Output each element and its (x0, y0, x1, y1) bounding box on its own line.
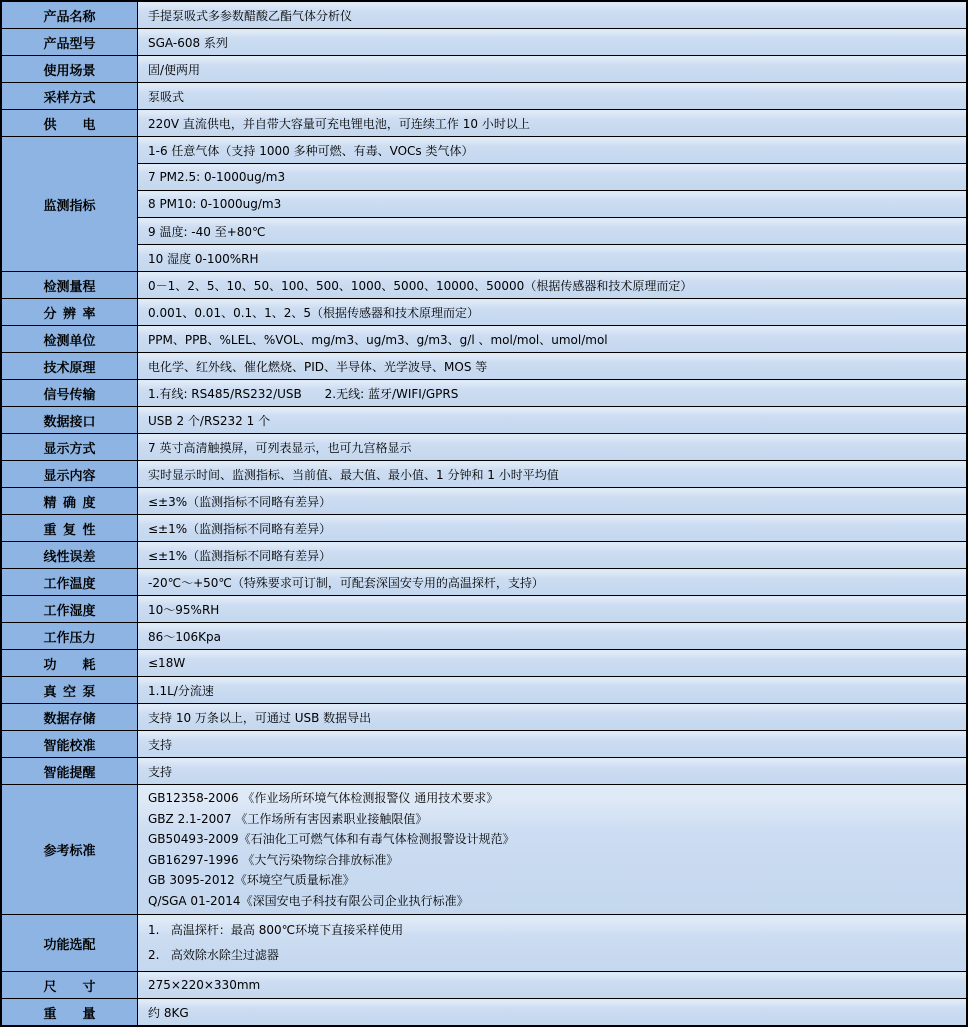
spec-label-text: 智能校准 (43, 738, 96, 754)
spec-value (138, 515, 966, 541)
table-row (2, 136, 966, 271)
spec-value (138, 972, 966, 998)
spec-label (2, 83, 138, 109)
spec-value (138, 29, 966, 55)
spec-value (138, 299, 966, 325)
spec-value-line: Q/SGA 01-2014《深国安电子科技有限公司企业执行标准》 (148, 893, 469, 908)
spec-label (2, 731, 138, 757)
spec-label-text: 采样方式 (43, 90, 96, 106)
table-row (2, 2, 966, 28)
spec-value (138, 380, 966, 406)
table-row (2, 109, 966, 136)
spec-value (138, 163, 966, 190)
table-row (2, 55, 966, 82)
spec-label (2, 596, 138, 622)
spec-value-group (138, 353, 966, 379)
spec-value-group (138, 596, 966, 622)
spec-label-text: 线性误差 (43, 549, 96, 565)
spec-value-line: 2. 高效除水除尘过滤器 (148, 948, 279, 962)
spec-value-group (138, 407, 966, 433)
spec-value-text: 支持 (148, 737, 173, 752)
table-row (2, 998, 966, 1025)
spec-value-group (138, 56, 966, 82)
spec-value-group (138, 731, 966, 757)
spec-label-text: 数据接口 (43, 414, 96, 430)
spec-value (138, 596, 966, 622)
spec-label-text: 精确度 (43, 495, 96, 511)
table-row (2, 649, 966, 676)
spec-value-group (138, 999, 966, 1025)
spec-label-text: 检测量程 (43, 279, 96, 295)
spec-label (2, 999, 138, 1025)
table-row (2, 784, 966, 914)
spec-value-line: GB50493-2009《石油化工可燃气体和有毒气体检测报警设计规范》 (148, 832, 515, 846)
spec-label (2, 272, 138, 298)
spec-label-text: 数据存储 (43, 711, 96, 727)
spec-value-group (138, 758, 966, 784)
table-row (2, 82, 966, 109)
table-row (2, 914, 966, 971)
spec-label-text: 工作温度 (43, 576, 96, 592)
spec-label (2, 299, 138, 325)
spec-label-text: 功能选配 (43, 937, 96, 953)
table-row (2, 460, 966, 487)
spec-label (2, 650, 138, 676)
table-row (2, 757, 966, 784)
spec-value (138, 650, 966, 676)
spec-value-group (138, 623, 966, 649)
spec-value-group (138, 137, 966, 271)
spec-value-text: 支持 (148, 764, 173, 779)
spec-value-group (138, 677, 966, 703)
spec-label (2, 623, 138, 649)
spec-value-group (138, 569, 966, 595)
spec-label (2, 972, 138, 998)
spec-value (138, 272, 966, 298)
spec-value-group (138, 515, 966, 541)
spec-value-group (138, 83, 966, 109)
spec-value-line: 1. 高温探杆：最高 800℃环境下直接采样使用 (148, 923, 404, 937)
spec-label (2, 704, 138, 730)
spec-value-text: ≤±3%（监测指标不同略有差异） (148, 494, 332, 509)
spec-value-line: GB 3095-2012《环境空气质量标准》 (148, 873, 355, 887)
spec-label-text: 使用场景 (43, 63, 96, 79)
table-row (2, 433, 966, 460)
spec-value (138, 785, 966, 914)
spec-value-text: 10 湿度 0-100%RH (148, 251, 259, 266)
table-row (2, 568, 966, 595)
spec-value-text: SGA-608 系列 (148, 35, 228, 50)
spec-label-text: 技术原理 (43, 360, 96, 376)
spec-value-text: ≤±1%（监测指标不同略有差异） (148, 548, 332, 563)
spec-value (138, 217, 966, 244)
spec-value-group (138, 29, 966, 55)
spec-value-group (138, 434, 966, 460)
spec-value-group (138, 915, 966, 971)
spec-label (2, 569, 138, 595)
spec-value-group (138, 650, 966, 676)
spec-value-text: 1-6 任意气体（支持 1000 多种可燃、有毒、VOCs 类气体） (148, 143, 474, 158)
spec-label (2, 353, 138, 379)
spec-value (138, 704, 966, 730)
spec-label-text: 显示方式 (43, 441, 96, 457)
spec-label (2, 758, 138, 784)
spec-label (2, 461, 138, 487)
table-row (2, 325, 966, 352)
spec-label (2, 407, 138, 433)
spec-label-text: 重量 (43, 1006, 96, 1022)
spec-value-text: 86～106Kpa (148, 629, 222, 644)
spec-value-text: 0.001、0.01、0.1、1、2、5（根据传感器和技术原理而定） (148, 305, 480, 320)
spec-label (2, 326, 138, 352)
spec-value (138, 461, 966, 487)
table-row (2, 541, 966, 568)
table-row (2, 703, 966, 730)
spec-value (138, 677, 966, 703)
spec-label (2, 380, 138, 406)
spec-label (2, 2, 138, 28)
spec-label-text: 分辨率 (43, 306, 96, 322)
spec-value-text: 约 8KG (148, 1005, 189, 1020)
spec-value-group (138, 380, 966, 406)
spec-value (138, 542, 966, 568)
spec-value-text: 手提泵吸式多参数醋酸乙酯气体分析仪 (148, 8, 353, 23)
spec-label (2, 542, 138, 568)
spec-value-group (138, 704, 966, 730)
spec-value (138, 758, 966, 784)
table-row (2, 622, 966, 649)
spec-value-group (138, 326, 966, 352)
spec-value-text: 0－1、2、5、10、50、100、500、1000、5000、10000、50000（根据传感器和技术原理而定） (148, 278, 693, 293)
spec-label-text: 工作压力 (43, 630, 96, 646)
spec-value-text: 1.有线: RS485/RS232/USB 2.无线: 蓝牙/WIFI/GPRS (148, 386, 459, 401)
spec-value-text: PPM、PPB、%LEL、%VOL、mg/m3、ug/m3、g/m3、g/l 、mol/mol、umol/mol (148, 332, 608, 347)
spec-value-group (138, 2, 966, 28)
table-row (2, 406, 966, 433)
table-row (2, 676, 966, 703)
spec-value-group (138, 110, 966, 136)
spec-label-text: 产品名称 (43, 9, 96, 25)
spec-value-text: ≤18W (148, 656, 186, 670)
spec-label (2, 677, 138, 703)
table-row (2, 595, 966, 622)
spec-value-line: GB16297-1996 《大气污染物综合排放标准》 (148, 852, 399, 867)
spec-value (138, 434, 966, 460)
table-row (2, 379, 966, 406)
table-row (2, 487, 966, 514)
spec-value (138, 56, 966, 82)
spec-label-text: 监测指标 (43, 198, 96, 214)
spec-value-text: -20℃～+50℃（特殊要求可订制，可配套深国安专用的高温探杆，支持） (148, 575, 544, 590)
spec-label-text: 智能提醒 (43, 765, 96, 781)
spec-value (138, 488, 966, 514)
spec-value-text: 7 PM2.5: 0-1000ug/m3 (148, 170, 286, 184)
spec-value (138, 999, 966, 1025)
spec-label (2, 29, 138, 55)
spec-value-line: GB12358-2006 《作业场所环境气体检测报警仪 通用技术要求》 (148, 791, 499, 805)
spec-value-text: 实时显示时间、监测指标、当前值、最大值、最小值、1 分钟和 1 小时平均值 (148, 467, 559, 482)
spec-label (2, 434, 138, 460)
spec-label-text: 产品型号 (43, 36, 96, 52)
spec-value (138, 569, 966, 595)
spec-value-text: 10～95%RH (148, 602, 220, 617)
spec-value (138, 190, 966, 217)
spec-value-text: 电化学、红外线、催化燃烧、PID、半导体、光学波导、MOS 等 (148, 359, 488, 374)
table-row (2, 271, 966, 298)
spec-value-text: 275×220×330mm (148, 978, 261, 992)
spec-label-text: 显示内容 (43, 468, 96, 484)
spec-value-group (138, 461, 966, 487)
spec-value (138, 731, 966, 757)
spec-value (138, 83, 966, 109)
spec-label-text: 检测单位 (43, 333, 96, 349)
spec-value-text: ≤±1%（监测指标不同略有差异） (148, 521, 332, 536)
spec-value-text: 泵吸式 (148, 89, 185, 104)
spec-value (138, 2, 966, 28)
table-row (2, 352, 966, 379)
spec-value-text: 1.1L/分流速 (148, 683, 214, 698)
spec-value (138, 915, 966, 971)
spec-value-group (138, 272, 966, 298)
spec-label-text: 信号传输 (43, 387, 96, 403)
spec-label (2, 110, 138, 136)
table-row (2, 298, 966, 325)
table-row (2, 28, 966, 55)
spec-value-group (138, 488, 966, 514)
spec-value-group (138, 972, 966, 998)
table-row (2, 514, 966, 541)
spec-label (2, 56, 138, 82)
spec-value (138, 137, 966, 163)
spec-value-text: 9 温度: -40 至+80℃ (148, 224, 266, 239)
spec-value-text: 支持 10 万条以上，可通过 USB 数据导出 (148, 710, 372, 725)
spec-value-text: 8 PM10: 0-1000ug/m3 (148, 197, 282, 211)
spec-value-group (138, 785, 966, 914)
spec-label-text: 供电 (43, 117, 96, 133)
spec-label-text: 重复性 (43, 522, 96, 538)
spec-value-line: GBZ 2.1-2007 《工作场所有害因素职业接触限值》 (148, 811, 428, 826)
spec-label (2, 515, 138, 541)
spec-value-text: 固/便两用 (148, 62, 201, 77)
spec-value (138, 407, 966, 433)
spec-label-text: 功耗 (43, 657, 96, 673)
spec-value (138, 623, 966, 649)
spec-label (2, 785, 138, 914)
spec-value-group (138, 542, 966, 568)
spec-label-text: 参考标准 (43, 844, 96, 859)
spec-label (2, 488, 138, 514)
spec-value-group (138, 299, 966, 325)
spec-value-text: 7 英寸高清触摸屏，可列表显示，也可九宫格显示 (148, 440, 412, 455)
spec-label (2, 137, 138, 271)
spec-value (138, 244, 966, 271)
spec-label-text: 工作湿度 (43, 603, 96, 619)
spec-label-text: 尺寸 (43, 979, 96, 995)
table-row (2, 730, 966, 757)
table-row (2, 971, 966, 998)
spec-value (138, 353, 966, 379)
spec-value-text: USB 2 个/RS232 1 个 (148, 413, 271, 428)
spec-value (138, 110, 966, 136)
spec-value (138, 326, 966, 352)
spec-label-text: 真空泵 (43, 684, 96, 700)
spec-value-text: 220V 直流供电，并自带大容量可充电锂电池，可连续工作 10 小时以上 (148, 116, 530, 131)
spec-label (2, 915, 138, 971)
